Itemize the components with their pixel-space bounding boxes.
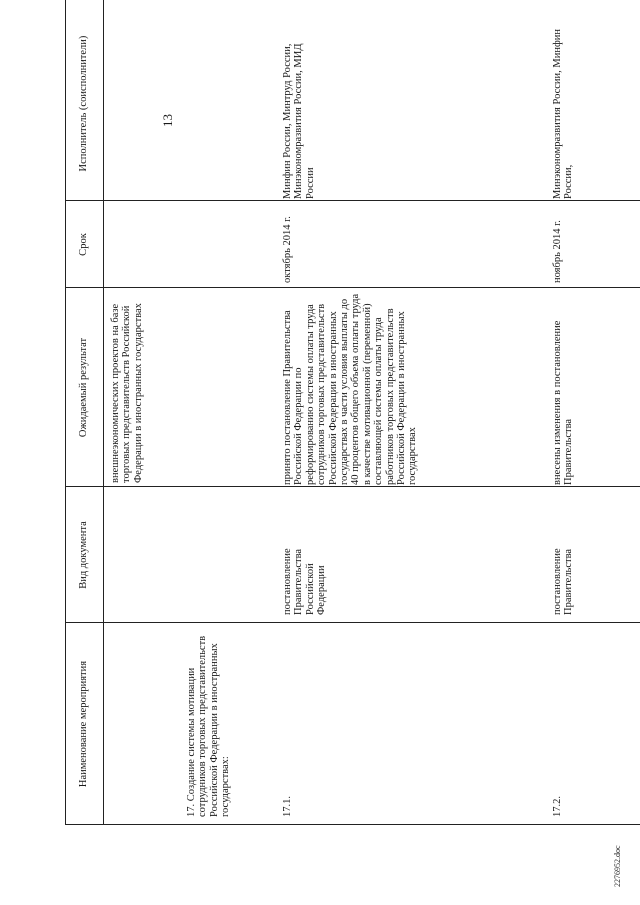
page-number-wrap [162,114,173,127]
row-17-2-result: внесены изменения в постановление Правительства [552,320,575,485]
header-result: Ожидаемый результат [78,337,90,438]
row-17-1-doc-type: постановление Правительства Российской Федерации [282,548,328,615]
document-code: 2276952.doc [613,845,622,887]
row-17-1-num: 17.1. [282,796,293,817]
section-17-title: 17. Создание системы мотивации сотрудников торговых представительств Российской Федерации в иностранных государствах: [186,635,232,817]
column-divider-1 [65,622,640,623]
header-term: Срок [78,233,90,256]
table-border-left [65,824,640,825]
row-17-2-executor: Минэкономразвития России, Минфин России, [552,28,575,199]
row-17-1-term: октябрь 2014 г. [282,216,293,283]
header-doc-type: Вид документа [78,521,90,589]
column-divider-3 [65,287,640,288]
row-17-1-executor: Минфин России, Минтруд России, Минэкономразвития России, МИД России [282,43,316,199]
row-17-2-term: ноябрь 2014 г. [552,220,563,283]
column-divider-4 [65,200,640,201]
header-executor: Исполнитель (соисполнители) [78,35,89,172]
header-event: Наименование мероприятия [78,660,90,788]
header-bottom-line [103,0,104,825]
row-17-2-doc-type: постановление Правительства [552,548,575,615]
page-number: 13 [160,114,175,127]
column-divider-2 [65,486,640,487]
row-17-2-num: 17.2. [552,796,563,817]
carryover-result: внешнеэкономических проектов на базе торговых представительств Российской Федерации в иностранных государствах [110,303,144,483]
row-17-1-result: принято постановление Правительства Российской Федерации по реформированию системы оплаты труда сотрудников торговых представительств Российской Федерации в иностранных государствах в части условия выплаты до 40 процентов общего объема оплаты труда в качестве мотивационной (переменной) составляющей системы оплаты труда работников торговых представительств Российской Федерации в иностранных государствах [282,293,419,485]
